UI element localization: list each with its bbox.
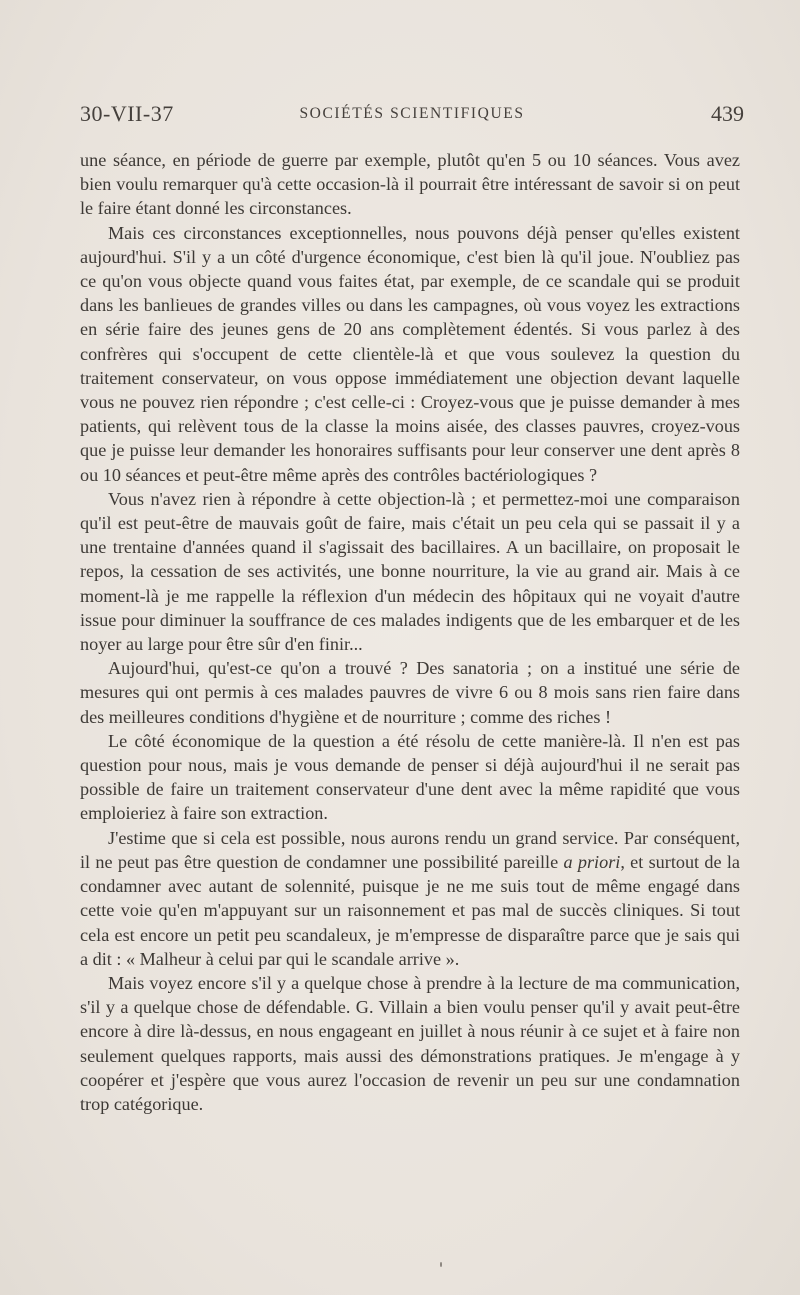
scan-speck [440, 1262, 442, 1267]
paragraph-4: Aujourd'hui, qu'est-ce qu'on a trouvé ? Des sanatoria ; on a institué une série de mesures qui ont permis à ces malades pauvres de vivre 6 ou 8 mois sans rien faire dans des meilleures conditions d'hygiène et de nourriture ; comme des riches ! [80, 658, 740, 727]
paragraph-7: Mais voyez encore s'il y a quelque chose à prendre à la lecture de ma communication, s'il y a quelque chose de défendable. G. Villain a bien voulu penser qu'il y avait peut-être encore à dire là-dessus, en nous engageant en juillet à nous réunir à ce sujet et à faire non seulement quelques rapports, mais aussi des démonstrations pratiques. Je m'engage à y coopérer et j'espère que vous aurez l'occasion de revenir un peu sur une condamnation trop catégorique. [80, 972, 740, 1114]
body-text [80, 148, 740, 1116]
paragraph-5: Le côté économique de la question a été résolu de cette manière-là. Il n'en est pas question pour nous, mais je vous demande de penser si déjà aujourd'hui il ne serait pas possible de faire un traitement conservateur d'une dent avec la même rapidité que vous emploieriez à faire son extraction. [80, 730, 740, 824]
page-number: 439 [711, 101, 744, 126]
paragraph-6 [80, 826, 740, 971]
header-date: 30-VII-37 [80, 101, 174, 126]
paragraph-6-part-2: , et surtout de la condamner avec autant de solennité, puisque je ne me suis tout de même engagé dans cette voie qu'en m'appuyant sur un raisonnement et pas mal de succès cliniques. Si tout cela est encore un petit peu scandaleux, je m'empresse de disparaître parce que je sais qui a dit : « Malheur à celui par qui le scandale arrive ». [80, 851, 740, 969]
paragraph-2: Mais ces circonstances exceptionnelles, nous pouvons déjà penser qu'elles existent aujourd'hui. S'il y a un côté d'urgence économique, c'est bien là qu'il joue. N'oubliez pas ce qu'on vous objecte quand vous faites état, par exemple, de ce scandale qui se produit dans les banlieues de grandes villes ou dans les campagnes, où vous voyez les extractions en série faire des jeunes gens de 20 ans complètement édentés. Si vous parlez à des confrères qui s'occupent de cette clientèle-là et que vous soulevez la question du traitement conservateur, on vous oppose immédiatement une objection devant laquelle vous ne pouvez rien répondre ; c'est celle-ci : Croyez-vous que je puisse demander à mes patients, qui relèvent tous de la classe la moins aisée, des classes pauvres, croyez-vous que je puisse leur demander les honoraires suffisants pour leur conserver une dent après 8 ou 10 séances et peut-être même après des contrôles bactériologiques ? [80, 222, 740, 485]
paragraph-1: une séance, en période de guerre par exemple, plutôt qu'en 5 ou 10 séances. Vous avez bien voulu remarquer qu'à cette occasion-là il pourrait être intéressant de savoir si on peut le faire étant donné les circonstances. [80, 150, 740, 219]
running-header [80, 101, 744, 131]
paragraph-6-part-1: J'estime que si cela est possible, nous aurons rendu un grand service. Par conséquent, il ne peut pas être question de condamner une possibilité pareille [80, 827, 740, 872]
paragraph-6-italic-term: a priori [563, 851, 621, 872]
header-section-title: SOCIÉTÉS SCIENTIFIQUES [299, 105, 525, 122]
paragraph-3: Vous n'avez rien à répondre à cette objection-là ; et permettez-moi une comparaison qu'il est peut-être de mauvais goût de faire, mais c'était un peu cela qui se passait il y a une trentaine d'années quand il s'agissait des bacillaires. A un bacillaire, on proposait le repos, la cessation de ses activités, une bonne nourriture, la vie au grand air. Mais à ce moment-là je me rappelle la réflexion d'un médecin des hôpitaux qui ne voyait d'autre issue pour diminuer la souffrance de ces malades indigents que de les embarquer et de les noyer au large pour être sûr d'en finir... [80, 488, 740, 655]
